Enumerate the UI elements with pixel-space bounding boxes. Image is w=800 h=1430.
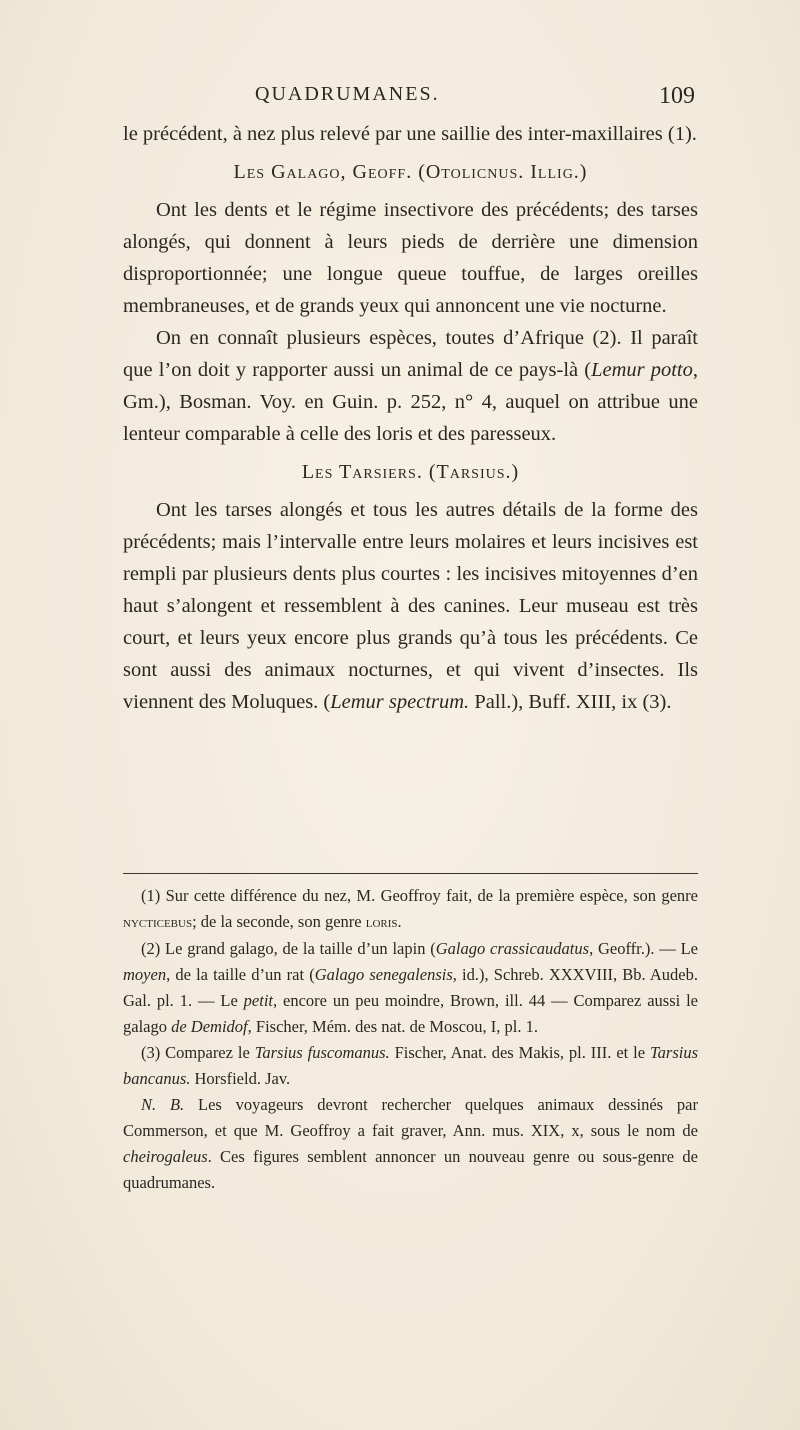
running-title: QUADRUMANES. — [255, 83, 440, 105]
text-span: , encore un peu moindre, Brown, ill. 44 — Comparez aussi le galago — [123, 991, 699, 1036]
genus-name: cheirogaleus — [123, 1147, 208, 1166]
text-span: (1) Sur cette différence du nez, M. Geoffroy fait, de la première espèce, son genre — [141, 886, 698, 905]
footnotes — [123, 883, 698, 1196]
text-span: , de la taille d’un rat ( — [166, 965, 315, 984]
paragraph-galago-species — [123, 322, 698, 450]
species-name: Galago senegalensis — [314, 965, 453, 984]
genus-name: nycticebus — [123, 914, 193, 931]
paragraph-galago-description: Ont les dents et le régime insectivore des précédents; des tarses alongés, qui donnent à leurs pieds de derrière une dimension disproportionnée; une longue queue touffue, de larges oreilles membraneuses, et de grands yeux qui annoncent une vie nocturne. — [123, 199, 698, 317]
species-name: Tarsius fuscomanus. — [254, 1043, 390, 1062]
text-span: (3) Comparez le — [141, 1043, 255, 1062]
species-name: Lemur potto — [591, 359, 693, 381]
footnote-1 — [123, 883, 698, 936]
paragraph-tarsiers-description — [123, 494, 698, 718]
species-name: Tarsius bancanus. — [123, 1043, 698, 1088]
section-heading-tarsiers: Les Tarsiers. (Tarsius.) — [301, 461, 520, 483]
species-name: Galago crassicaudatus — [435, 939, 590, 958]
text-span: ; de la seconde, son genre — [192, 912, 366, 931]
paragraph-continuation: le précédent, à nez plus relevé par une saillie des inter-maxillaires (1). — [123, 123, 697, 145]
nota-bene: N. B. — [141, 1095, 185, 1114]
page-number: 109 — [659, 83, 695, 109]
text-span: , Gm.), Bosman. Voy. en Guin. p. 252, n° 4, auquel on attribue une lenteur comparable à celle des loris et des paresseux. — [123, 359, 698, 445]
text-span: Les voyageurs devront rechercher quelques animaux dessinés par Commerson, et que M. Geoffroy a fait graver, Ann. mus. XIX, x, sous le nom de — [123, 1095, 698, 1140]
text-span: Pall.), Buff. XIII, ix (3). — [469, 691, 672, 713]
species-name: Lemur spectrum. — [330, 691, 470, 713]
text-span: . Ces figures semblent annoncer un nouveau genre ou sous-genre de quadrumanes. — [123, 1147, 698, 1192]
page-header — [120, 83, 695, 113]
text-span: (2) Le grand galago, de la taille d’un lapin ( — [141, 939, 436, 958]
text-span: , Geoffr.). — Le — [589, 939, 699, 958]
main-text — [123, 118, 698, 718]
footnote-nb — [123, 1092, 698, 1196]
text-span: Fischer, Anat. des Makis, pl. III. et le — [389, 1043, 650, 1062]
text-span: . — [397, 912, 402, 931]
italic-word: de Demidof — [171, 1017, 248, 1036]
text-span: Ont les tarses alongés et tous les autres détails de la forme des précédents; mais l’intervalle entre leurs molaires et leurs incisives est rempli par plusieurs dents plus courtes : les incisives mitoyennes d’en haut s’alongent et ressemblent à des canines. Leur museau est très court, et leurs yeux encore plus grands qu’à tous les précédents. Ce sont aussi des animaux nocturnes, et qui vivent d’insectes. Ils viennent des Moluques. ( — [123, 499, 698, 713]
section-heading-galago: Les Galago, Geoff. (Otolicnus. Illig.) — [233, 161, 588, 183]
italic-word: moyen — [123, 965, 167, 984]
footnote-rule — [123, 873, 698, 874]
footnote-3 — [123, 1040, 698, 1092]
text-span: Horsfield. Jav. — [190, 1069, 291, 1088]
genus-name: loris — [365, 914, 398, 931]
text-span: , Fischer, Mém. des nat. de Moscou, I, pl. 1. — [247, 1017, 538, 1036]
text-span: , id.), Schreb. XXXVIII, Bb. Audeb. Gal. pl. 1. — Le — [123, 965, 699, 1010]
italic-word: petit — [243, 991, 273, 1010]
footnote-2 — [123, 936, 698, 1040]
text-span: On en connaît plusieurs espèces, toutes d’Afrique (2). Il paraît que l’on doit y rapporter aussi un animal de ce pays-là ( — [123, 327, 698, 381]
